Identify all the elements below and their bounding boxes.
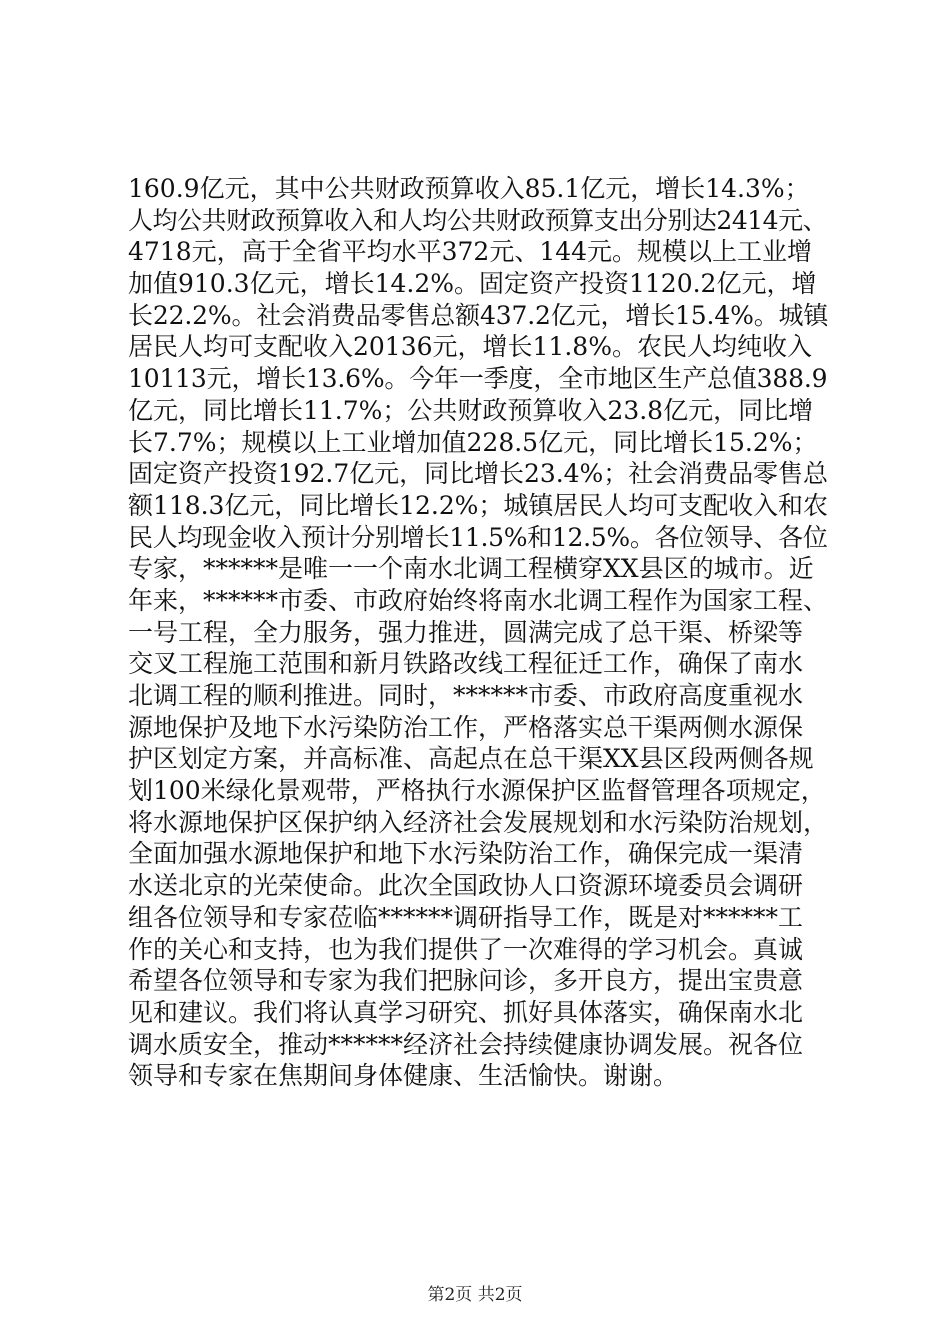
- text-line: 水送北京的光荣使命。此次全国政协人口资源环境委员会调研: [128, 871, 804, 901]
- text-line: 年来，******市委、市政府始终将南水北调工程作为国家工程、: [128, 585, 829, 615]
- text-line: 将水源地保护区保护纳入经济社会发展规划和水污染防治规划，: [128, 807, 829, 837]
- text-line: 160.9亿元，其中公共财政预算收入85.1亿元，增长14.3%；: [128, 174, 810, 203]
- text-line: 调水质安全，推动******经济社会持续健康协调发展。祝各位: [128, 1029, 804, 1059]
- text-line: 人均公共财政预算收入和人均公共财政预算支出分别达2414元、: [128, 205, 828, 235]
- text-line: 源地保护及地下水污染防治工作，严格落实总干渠两侧水源保: [128, 712, 804, 742]
- text-line: 护区划定方案，并高标准、高起点在总干渠XX县区段两侧各规: [128, 744, 814, 774]
- document-body-text: [128, 173, 828, 1092]
- text-line: 4718元，高于全省平均水平372元、144元。规模以上工业增: [128, 237, 813, 267]
- page-number-footer: 第2页 共2页: [427, 1285, 523, 1305]
- text-line: 全面加强水源地保护和地下水污染防治工作，确保完成一渠清: [128, 839, 804, 869]
- text-line: 专家，******是唯一一个南水北调工程横穿XX县区的城市。近: [128, 554, 814, 584]
- text-line: 长7.7%；规模以上工业增加值228.5亿元，同比增长15.2%；: [128, 427, 818, 457]
- text-line: 划100米绿化景观带，严格执行水源保护区监督管理各项规定，: [128, 776, 826, 806]
- text-line: 10113元，增长13.6%。今年一季度，全市地区生产总值388.9: [128, 364, 828, 394]
- text-line: 组各位领导和专家莅临******调研指导工作，既是对******工: [128, 902, 804, 932]
- text-line: 交叉工程施工范围和新月铁路改线工程征迁工作，确保了南水: [128, 649, 804, 679]
- text-line: 额118.3亿元，同比增长12.2%；城镇居民人均可支配收入和农: [128, 490, 828, 520]
- text-line: 希望各位领导和专家为我们把脉问诊，多开良方，提出宝贵意: [128, 966, 804, 996]
- text-line: 见和建议。我们将认真学习研究、抓好具体落实，确保南水北: [128, 997, 804, 1027]
- text-line: 民人均现金收入预计分别增长11.5%和12.5%。各位领导、各位: [128, 522, 828, 552]
- text-line: 作的关心和支持，也为我们提供了一次难得的学习机会。真诚: [128, 934, 804, 964]
- text-line: 北调工程的顺利推进。同时，******市委、市政府高度重视水: [128, 681, 804, 710]
- text-line: 领导和专家在焦期间身体健康、生活愉快。谢谢。: [128, 1061, 679, 1091]
- text-line: 居民人均可支配收入20136元，增长11.8%。农民人均纯收入: [128, 332, 812, 362]
- text-line: 长22.2%。社会消费品零售总额437.2亿元，增长15.4%。城镇: [128, 300, 829, 330]
- text-line: 固定资产投资192.7亿元，同比增长23.4%；社会消费品零售总: [128, 459, 828, 489]
- text-line: 一号工程，全力服务，强力推进，圆满完成了总干渠、桥梁等: [128, 617, 804, 647]
- text-line: 加值910.3亿元，增长14.2%。固定资产投资1120.2亿元，增: [128, 269, 817, 299]
- text-line: 亿元，同比增长11.7%；公共财政预算收入23.8亿元，同比增: [128, 395, 814, 425]
